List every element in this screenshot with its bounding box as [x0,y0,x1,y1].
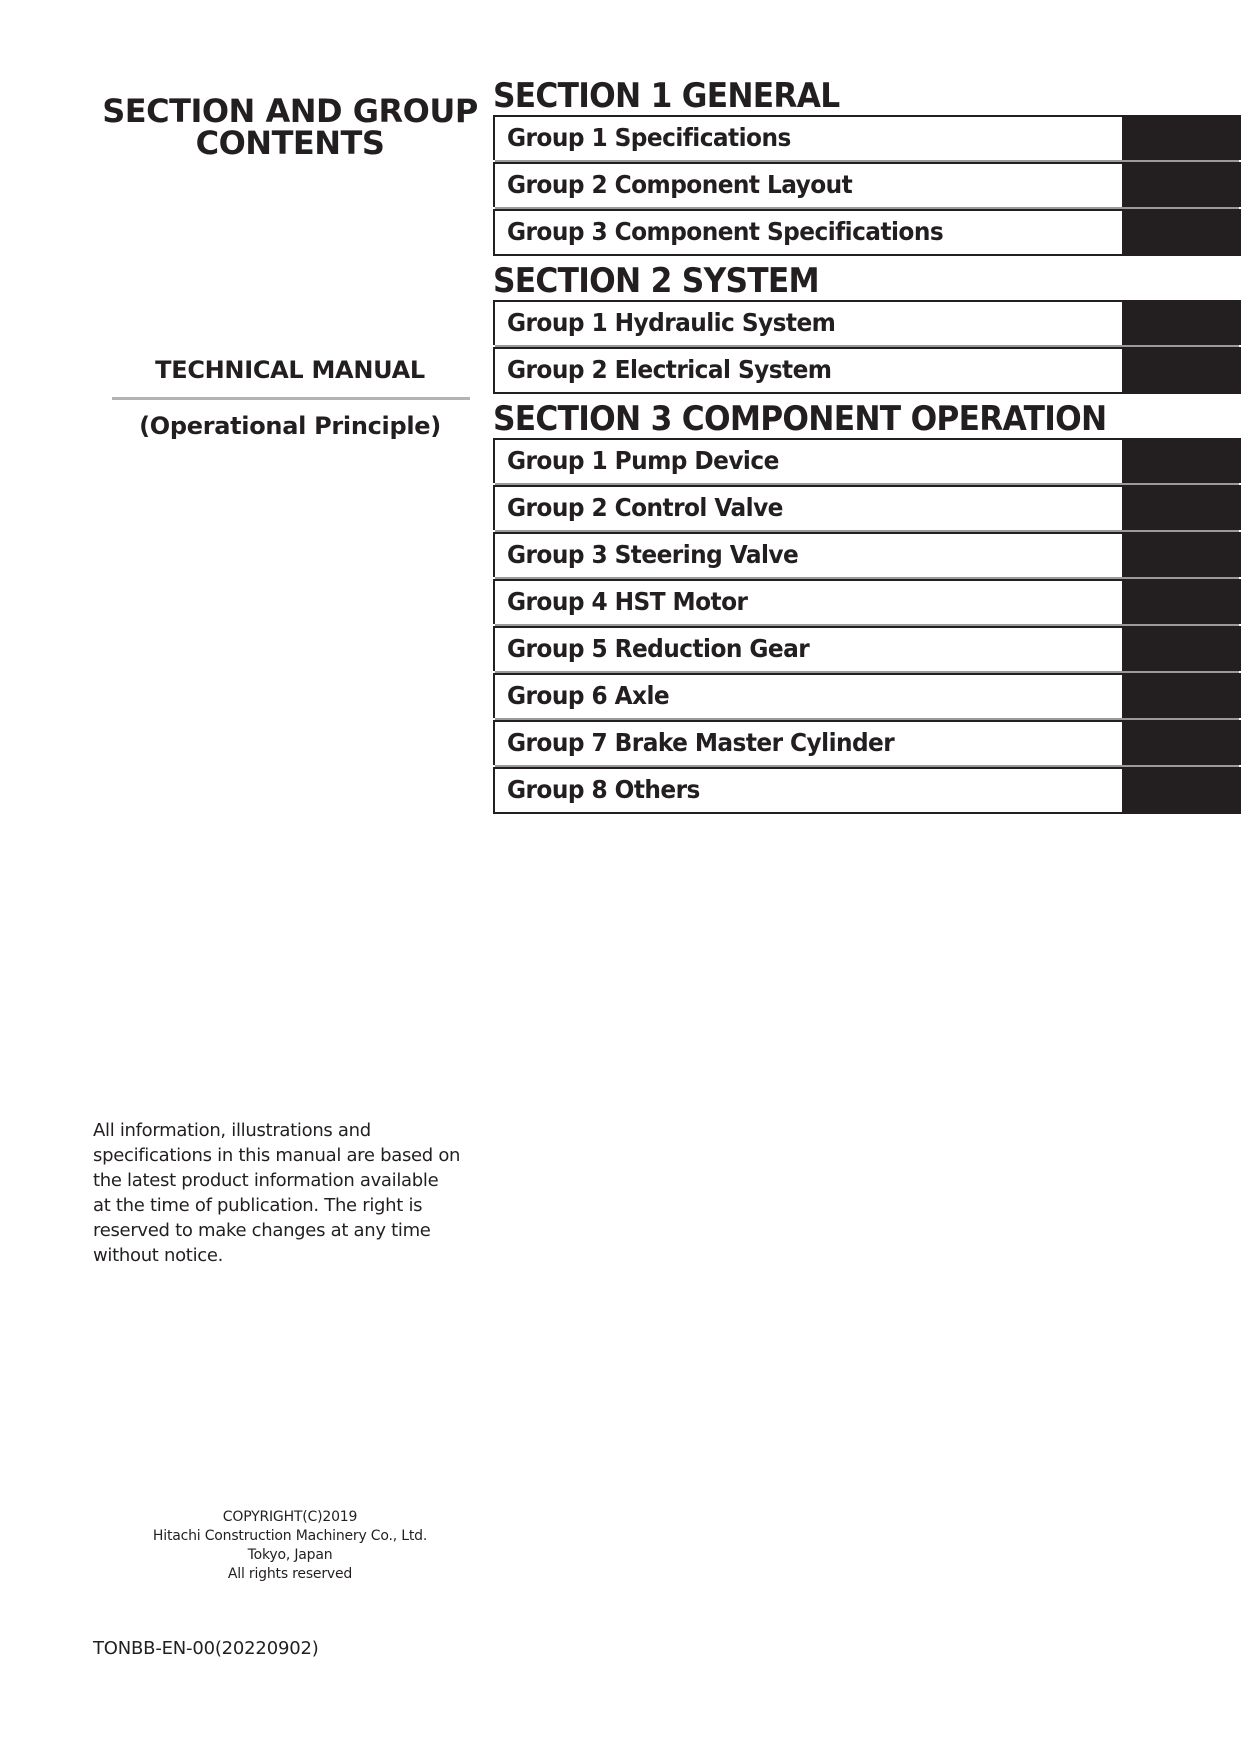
toc-item-label: Group 8 Others [507,775,700,804]
toc-item-s3-group1[interactable] [493,438,1241,483]
index-tab[interactable] [1123,722,1241,765]
manual-subtitle: (Operational Principle) [139,412,441,440]
page-title-line-2: CONTENTS [195,124,385,162]
copyright-company: Hitachi Construction Machinery Co., Ltd. [152,1528,428,1544]
disclaimer-line: at the time of publication. The right is [93,1195,423,1216]
section-2-heading: SECTION 2 SYSTEM [493,261,819,301]
index-tab[interactable] [1123,164,1241,207]
index-tab[interactable] [1123,769,1241,812]
toc-item-label: Group 7 Brake Master Cylinder [507,728,895,757]
index-tab[interactable] [1123,675,1241,718]
index-tab[interactable] [1123,349,1241,392]
toc-item-s3-group8[interactable] [493,767,1241,814]
toc-item-s3-group5[interactable] [493,626,1241,671]
disclaimer [93,1118,473,1268]
index-tab[interactable] [1123,581,1241,624]
page-title-line-1: SECTION AND GROUP [102,92,478,130]
copyright-line: COPYRIGHT(C)2019 [222,1509,358,1525]
disclaimer-line: All information, illustrations and [93,1120,371,1141]
toc-item-label: Group 2 Component Layout [507,170,853,199]
document-code: TONBB-EN-00(20220902) [93,1638,319,1659]
toc-item-label: Group 3 Steering Valve [507,540,799,569]
index-tab[interactable] [1123,440,1241,483]
toc-item-s1-group1[interactable] [493,115,1241,160]
toc-item-label: Group 3 Component Specifications [507,217,944,246]
toc-item-s3-group4[interactable] [493,579,1241,624]
toc-item-label: Group 1 Specifications [507,123,791,152]
disclaimer-line: specifications in this manual are based on [93,1145,461,1166]
page-title [100,92,480,162]
section-3-heading: SECTION 3 COMPONENT OPERATION [493,399,1107,439]
index-tab[interactable] [1123,628,1241,671]
copyright-location: Tokyo, Japan [247,1547,333,1563]
toc-item-label: Group 6 Axle [507,681,670,710]
index-tab[interactable] [1123,302,1241,345]
toc-item-s2-group2[interactable] [493,347,1241,394]
section-1-heading: SECTION 1 GENERAL [493,76,840,116]
toc-item-label: Group 1 Pump Device [507,446,779,475]
divider [112,397,470,400]
toc-item-label: Group 5 Reduction Gear [507,634,810,663]
manual-type: TECHNICAL MANUAL [155,356,425,384]
toc-item-s3-group7[interactable] [493,720,1241,765]
toc-item-s2-group1[interactable] [493,300,1241,345]
toc-item-s3-group3[interactable] [493,532,1241,577]
toc-item-label: Group 2 Control Valve [507,493,783,522]
toc-item-label: Group 2 Electrical System [507,355,832,384]
toc-item-label: Group 1 Hydraulic System [507,308,836,337]
index-tab[interactable] [1123,211,1241,254]
index-tab[interactable] [1123,487,1241,530]
disclaimer-line: without notice. [93,1245,224,1266]
toc-item-s1-group3[interactable] [493,209,1241,256]
toc-item-s3-group2[interactable] [493,485,1241,530]
toc-item-s1-group2[interactable] [493,162,1241,207]
index-tab[interactable] [1123,534,1241,577]
disclaimer-line: the latest product information available [93,1170,439,1191]
toc-item-s3-group6[interactable] [493,673,1241,718]
copyright-rights: All rights reserved [227,1566,353,1582]
index-tab[interactable] [1123,117,1241,160]
toc-item-label: Group 4 HST Motor [507,587,748,616]
copyright-notice [130,1508,450,1584]
disclaimer-line: reserved to make changes at any time [93,1220,431,1241]
